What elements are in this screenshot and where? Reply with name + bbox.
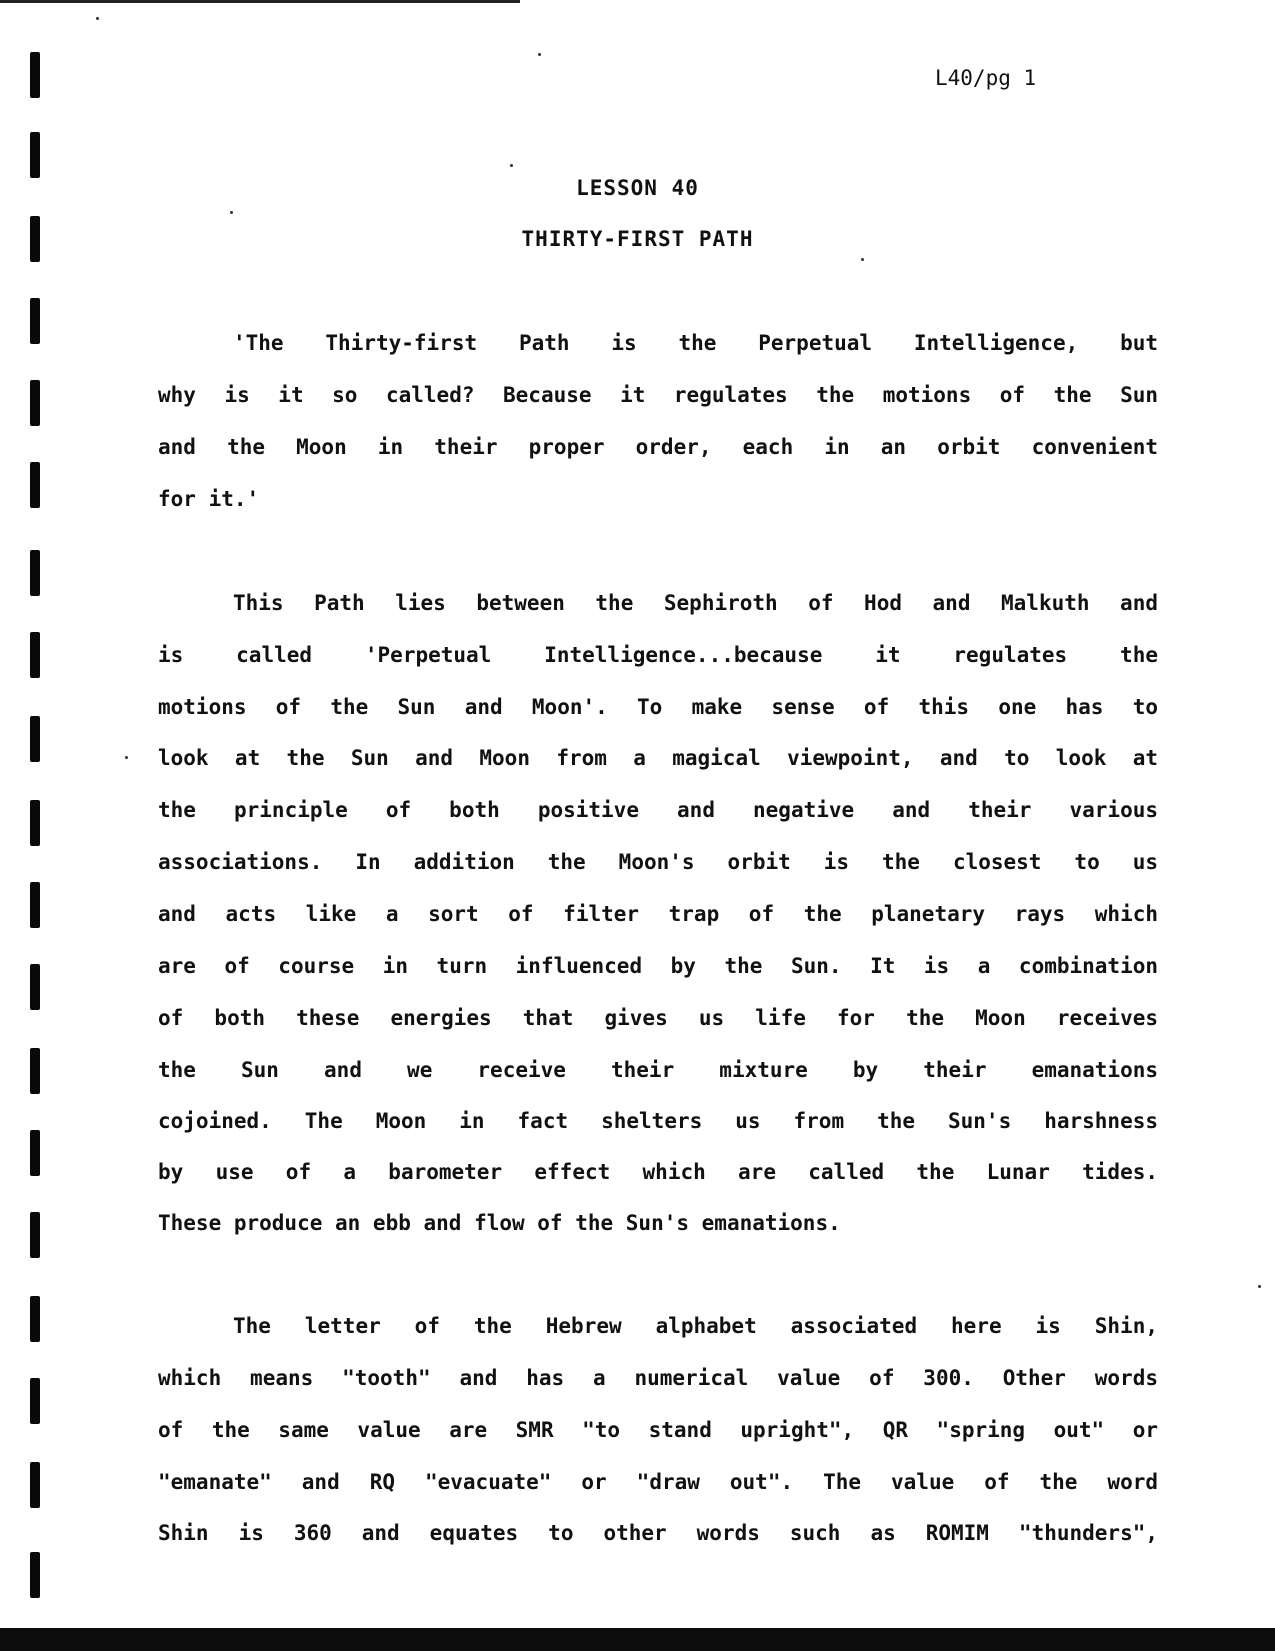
scan-speck (510, 164, 513, 167)
body-line: the principle of both positive and negative and their various (158, 798, 1158, 822)
body-line: and the Moon in their proper order, each in an orbit convenient (158, 435, 1158, 459)
body-line: why is it so called? Because it regulates the motions of the Sun (158, 383, 1158, 407)
body-line: of the same value are SMR "to stand upright", QR "spring out" or (158, 1418, 1158, 1442)
binder-hole (30, 1552, 40, 1598)
binder-hole (30, 716, 40, 762)
body-line: cojoined. The Moon in fact shelters us from the Sun's harshness (158, 1109, 1158, 1133)
scan-speck (96, 17, 99, 20)
scan-speck (861, 258, 864, 261)
scan-bottom-edge (0, 1628, 1275, 1651)
binder-hole (30, 964, 40, 1010)
body-line: is called 'Perpetual Intelligence...because it regulates the (158, 643, 1158, 667)
body-line: look at the Sun and Moon from a magical viewpoint, and to look at (158, 746, 1158, 770)
lesson-title: LESSON 40 (576, 176, 699, 200)
body-line: are of course in turn influenced by the Sun. It is a combination (158, 954, 1158, 978)
body-line: of both these energies that gives us life for the Moon receives (158, 1006, 1158, 1030)
body-line: for it.' (158, 487, 260, 511)
scan-speck (1258, 1285, 1261, 1288)
binder-hole (30, 882, 40, 928)
body-line: "emanate" and RQ "evacuate" or "draw out". The value of the word (158, 1470, 1158, 1494)
binder-hole (30, 800, 40, 846)
body-line: Shin is 360 and equates to other words such as ROMIM "thunders", (158, 1521, 1158, 1545)
body-line: by use of a barometer effect which are called the Lunar tides. (158, 1160, 1158, 1184)
binder-hole (30, 1462, 40, 1508)
binder-hole (30, 380, 40, 426)
body-line: This Path lies between the Sephiroth of Hod and Malkuth and (233, 591, 1158, 615)
binder-hole (30, 550, 40, 596)
binder-hole (30, 632, 40, 678)
body-line: associations. In addition the Moon's orbit is the closest to us (158, 850, 1158, 874)
body-line: These produce an ebb and flow of the Sun's emanations. (158, 1211, 841, 1235)
binder-hole (30, 1296, 40, 1342)
binder-hole (30, 1212, 40, 1258)
binder-hole (30, 298, 40, 344)
body-line: 'The Thirty-first Path is the Perpetual Intelligence, but (233, 331, 1158, 355)
binder-hole (30, 1048, 40, 1094)
body-line: motions of the Sun and Moon'. To make sense of this one has to (158, 695, 1158, 719)
body-line: which means "tooth" and has a numerical value of 300. Other words (158, 1366, 1158, 1390)
binder-hole (30, 1378, 40, 1424)
binder-hole (30, 1130, 40, 1176)
binder-hole (30, 52, 40, 98)
binder-hole (30, 132, 40, 178)
scan-speck (538, 53, 541, 56)
body-line: The letter of the Hebrew alphabet associated here is Shin, (233, 1314, 1158, 1338)
body-line: the Sun and we receive their mixture by their emanations (158, 1058, 1158, 1082)
scan-top-edge (0, 0, 520, 3)
binder-hole (30, 462, 40, 508)
scan-speck (125, 756, 128, 759)
scan-speck (230, 211, 233, 214)
page-label: L40/pg 1 (935, 66, 1037, 90)
path-title: THIRTY-FIRST PATH (521, 227, 754, 251)
body-line: and acts like a sort of filter trap of the planetary rays which (158, 902, 1158, 926)
